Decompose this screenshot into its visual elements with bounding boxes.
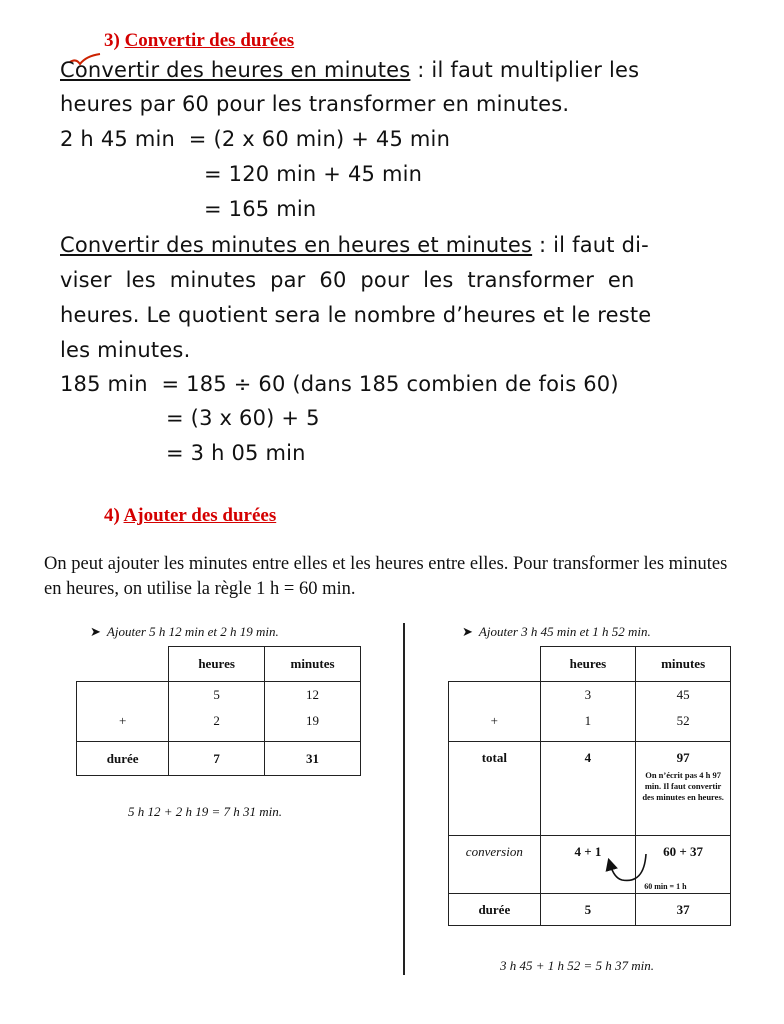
section-3-number: 3) (104, 30, 120, 51)
right-table (448, 646, 731, 926)
left-m2: 19 (306, 713, 320, 728)
rule2-rest: : il faut di- (532, 233, 649, 257)
right-h1: 3 (584, 687, 592, 702)
right-h2: 1 (584, 713, 592, 728)
right-operand-minutes (636, 682, 731, 742)
left-operand-minutes (265, 682, 361, 742)
section-3-heading (104, 30, 294, 52)
right-col-minutes: minutes (636, 647, 731, 682)
rule1-title: Convertir des heures en minutes (60, 58, 411, 82)
left-corner (77, 647, 169, 682)
rule1-line1 (60, 58, 639, 82)
left-operand-hours (169, 682, 265, 742)
right-total-label: total (449, 742, 541, 836)
right-col-hours: heures (540, 647, 636, 682)
left-example-caption (90, 624, 279, 640)
right-final-hours: 5 (540, 894, 636, 926)
right-m1: 45 (676, 687, 690, 702)
rule2-title: Convertir des minutes en heures et minutes (60, 233, 533, 257)
right-m2: 52 (676, 713, 690, 728)
right-conversion-rule: 60 min = 1 h (644, 882, 687, 891)
right-plus-sign: + (490, 713, 498, 728)
example2-line2: = (3 x 60) + 5 (166, 406, 320, 430)
rule1-line2: heures par 60 pour les transformer en minutes. (60, 92, 570, 116)
right-operand-label (449, 682, 541, 742)
right-total-minutes: 97 (676, 750, 690, 765)
section-3-title: Convertir des durées (124, 30, 295, 51)
rule2-line4: les minutes. (60, 338, 191, 362)
left-total-hours: 7 (169, 742, 265, 776)
left-h2: 2 (213, 713, 220, 728)
left-m1: 12 (306, 687, 320, 702)
right-final-minutes: 37 (636, 894, 731, 926)
right-conversion-label: conversion (449, 836, 541, 894)
left-col-minutes: minutes (265, 647, 361, 682)
right-conversion-note: On n’écrit pas 4 h 97 min. Il faut convertir des minutes en heures. (642, 770, 724, 802)
left-table (76, 646, 361, 776)
right-total-hours: 4 (540, 742, 636, 836)
curved-arrow-icon (596, 850, 656, 890)
right-corner (449, 647, 541, 682)
rule2-line1 (60, 233, 649, 257)
right-conversion-hours: 4 + 1 (540, 836, 636, 894)
right-conversion-minutes: 60 + 37 (663, 844, 704, 859)
right-final-label: durée (449, 894, 541, 926)
right-operand-hours (540, 682, 636, 742)
rule2-line3: heures. Le quotient sera le nombre d’heures et le reste (60, 303, 652, 327)
right-caption-text: Ajouter 3 h 45 min et 1 h 52 min. (478, 624, 651, 639)
arrow-bullet-icon: ➤ (462, 624, 473, 639)
left-caption-text: Ajouter 5 h 12 min et 2 h 19 min. (106, 624, 279, 639)
section-4-heading (104, 505, 276, 527)
example1-line1: 2 h 45 min = (2 x 60 min) + 45 min (60, 127, 451, 151)
right-result: 3 h 45 + 1 h 52 = 5 h 37 min. (500, 958, 655, 973)
section-4-paragraph: On peut ajouter les minutes entre elles et les heures entre elles. Pour transformer les minutes en heures, on utilise la règle 1 h = 60 min. (44, 554, 728, 599)
section-4-title: Ajouter des durées (123, 505, 277, 526)
vertical-divider (403, 623, 405, 975)
left-total-minutes: 31 (265, 742, 361, 776)
left-col-hours: heures (169, 647, 265, 682)
rule1-rest: : il faut multiplier les (410, 58, 640, 82)
right-total-minutes-cell (636, 742, 731, 836)
left-result: 5 h 12 + 2 h 19 = 7 h 31 min. (128, 804, 283, 819)
example1-line2: = 120 min + 45 min (204, 162, 423, 186)
left-operand-label (77, 682, 169, 742)
arrow-bullet-icon: ➤ (90, 624, 101, 639)
left-h1: 5 (213, 687, 220, 702)
section-4-number: 4) (104, 505, 120, 526)
example2-line3: = 3 h 05 min (166, 441, 306, 465)
rule2-line2: viser les minutes par 60 pour les transformer en (60, 268, 635, 292)
example2-line1: 185 min = 185 ÷ 60 (dans 185 combien de fois 60) (60, 372, 619, 396)
left-total-label: durée (77, 742, 169, 776)
example1-line3: = 165 min (204, 197, 317, 221)
right-example-caption (462, 624, 651, 640)
left-plus-sign: + (118, 713, 127, 728)
